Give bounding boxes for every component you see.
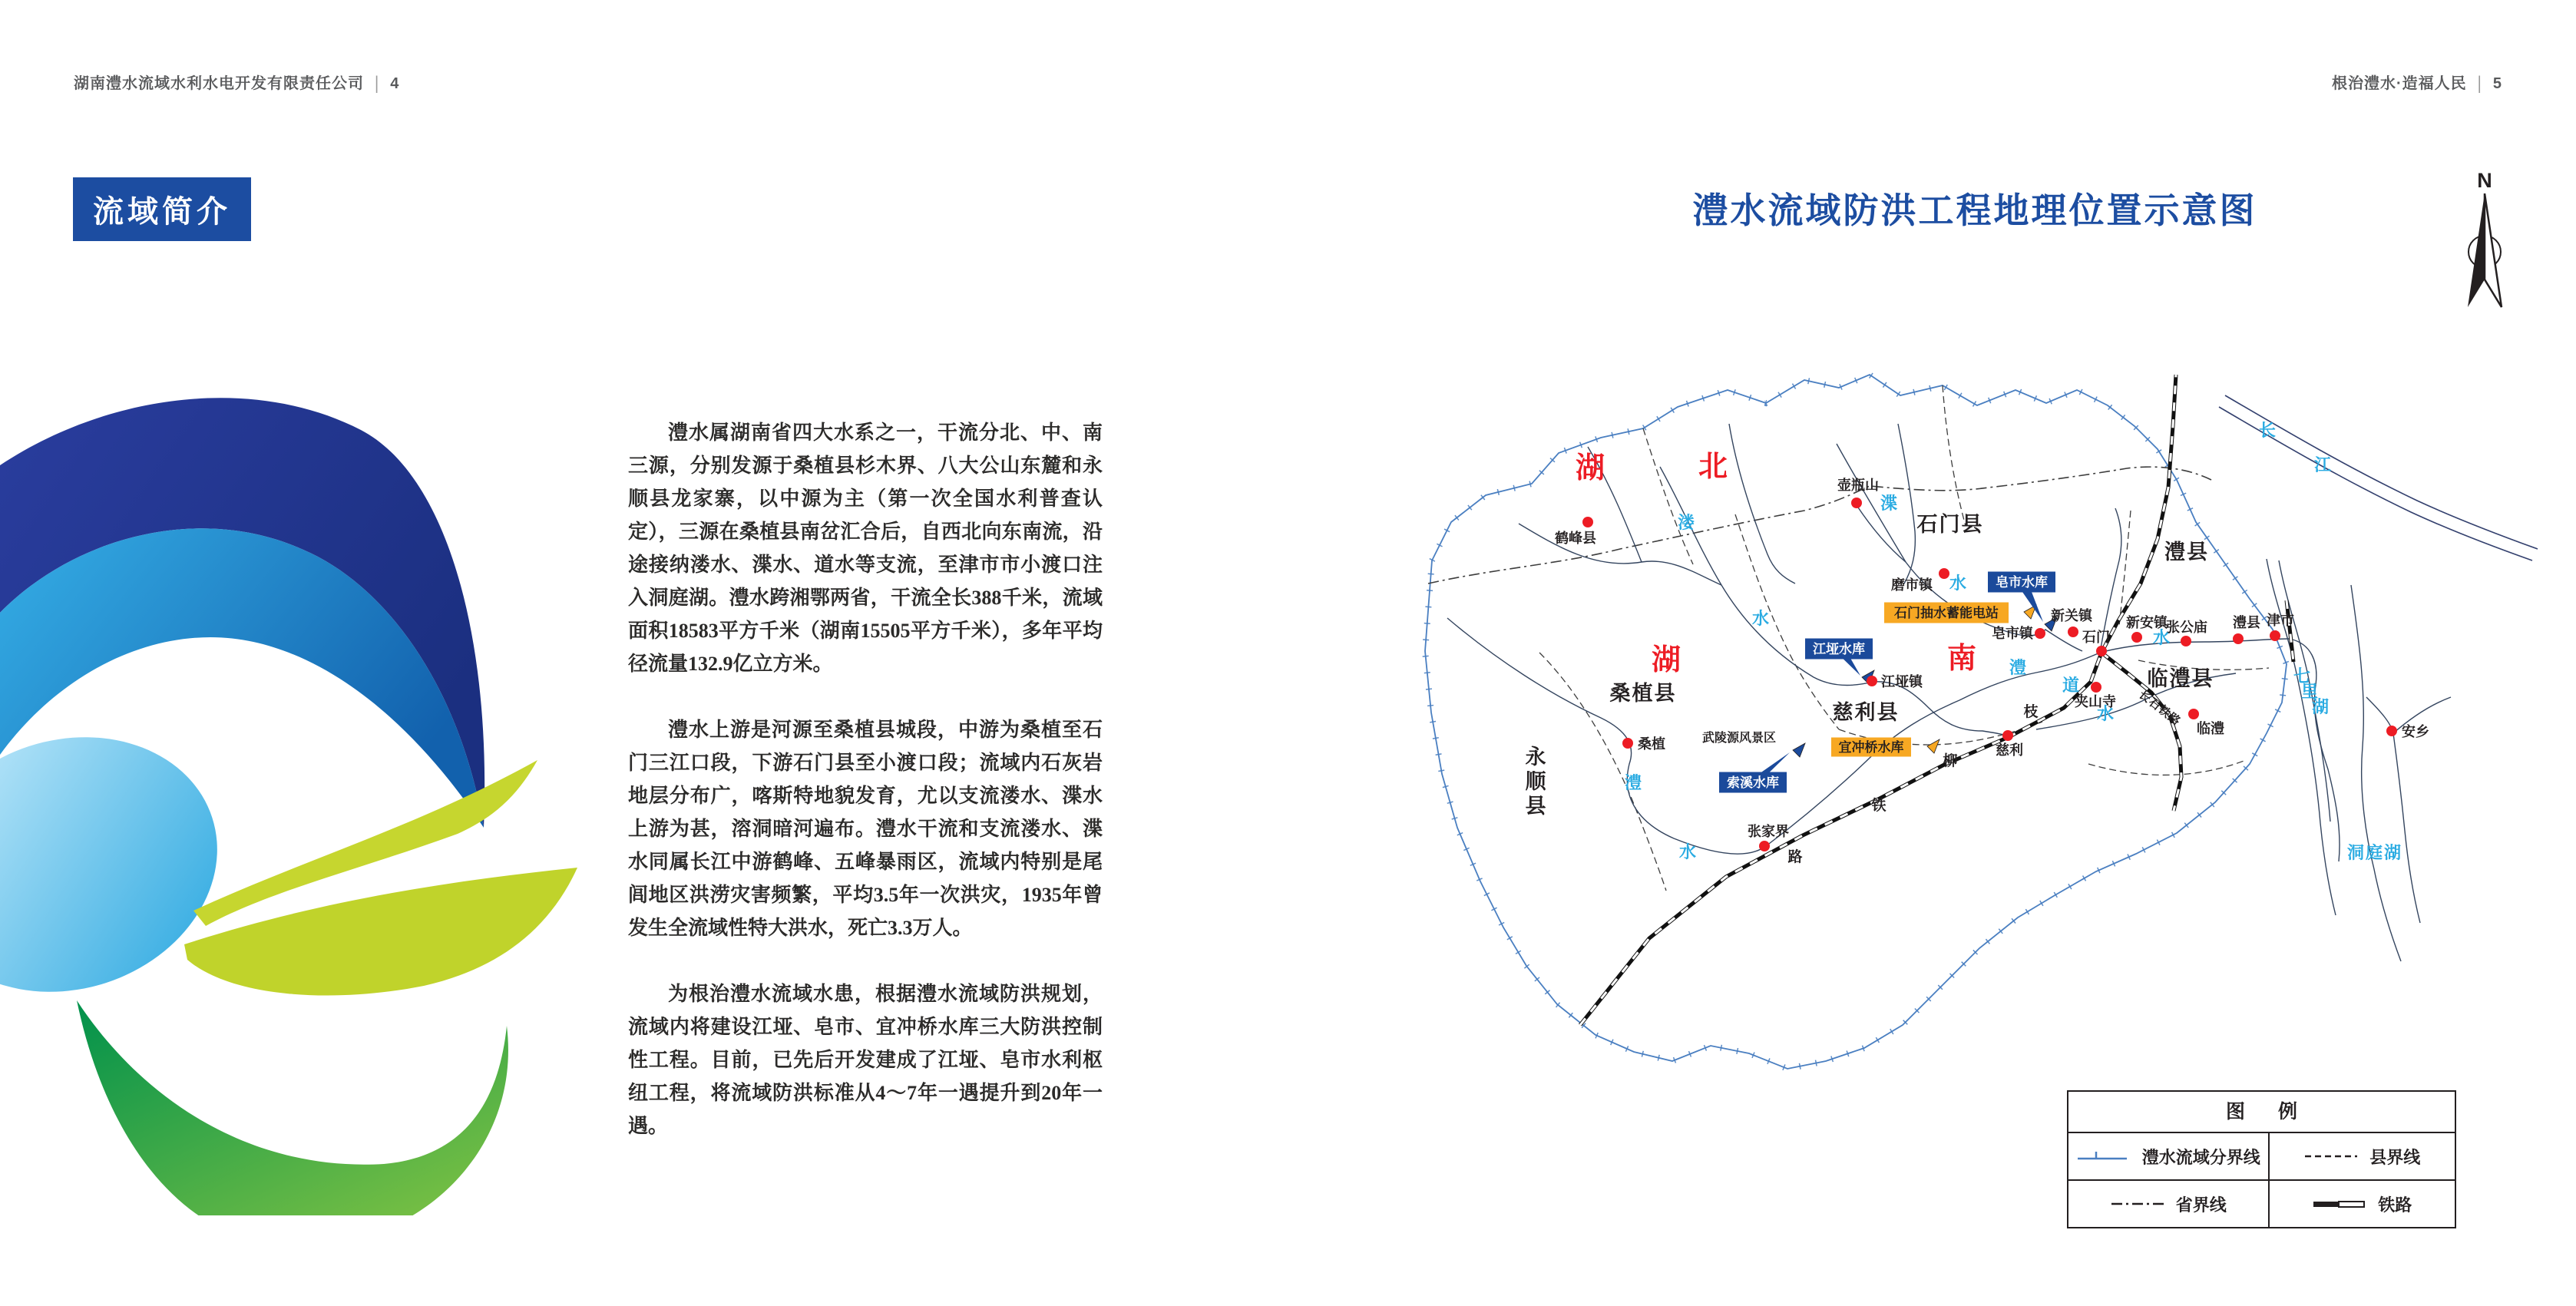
river-label: 水 (2096, 704, 2115, 723)
paragraph-1: 澧水属湖南省四大水系之一，干流分北、中、南三源，分别发源于桑植县杉木界、八大公山东麓和永顺县龙家寨，以中源为主（第一次全国水利普查认定），三源在桑植县南岔汇合后，自西北向东南流，沿途接纳溇水、渫水、道水等支流，至津市市小渡口注入洞庭湖。澧水跨湘鄂两省，干流全长388千米，流域面积18583平方千米（湖南15505平方千米），多年平均径流量132.9亿立方米。 (628, 422, 1103, 675)
company-name: 湖南澧水流域水利水电开发有限责任公司 (74, 75, 364, 92)
town-label: 桑植 (1638, 736, 1665, 752)
town-dot (2091, 682, 2101, 693)
legend-grid (2068, 1133, 2455, 1227)
map-title: 澧水流域防洪工程地理位置示意图 (1692, 190, 2257, 230)
town-label: 夹山寺 (2075, 694, 2116, 709)
province-label: 北 (1698, 451, 1728, 483)
town-label: 新关镇 (2051, 608, 2092, 623)
river-label: 七 (2293, 666, 2311, 686)
body-text (628, 416, 1103, 1175)
page-number-right: 5 (2492, 75, 2502, 92)
river-label: 水 (1949, 574, 1967, 593)
reservoir-label: 石门抽水蓄能电站 (1894, 606, 1999, 620)
slogan: 根治澧水·造福人民 (2332, 75, 2467, 92)
river-label: 澧 (2009, 658, 2027, 677)
legend-item-railway (2270, 1181, 2455, 1227)
town-dot (2096, 646, 2107, 656)
company-logo (0, 367, 584, 1215)
town-label: 津市 (2267, 613, 2294, 628)
river-line (2351, 585, 2401, 961)
river-label: 道 (2062, 676, 2080, 695)
province-label: 湖 (1575, 452, 1605, 484)
paragraph-3: 为根治澧水流域水患，根据澧水流域防洪规划，流域内将建设江垭、皂市、宜冲桥水库三大防洪控制性工程。目前，已先后开发建成了江垭、皂市水利枢纽工程，将流域防洪标准从4～7年一遇提升到20年一遇。 (628, 983, 1103, 1137)
town-label: 张家界 (1748, 824, 1789, 839)
county-line-symbol-icon (2303, 1150, 2359, 1162)
county-label-vertical: 永 (1525, 746, 1546, 769)
river-line (1660, 467, 2008, 736)
town-dot (2233, 633, 2244, 644)
railway-name-label: 长石铁路 (2136, 688, 2184, 729)
town-dot (2131, 632, 2142, 643)
town-label: 临澧 (2197, 721, 2224, 736)
town-label: 皂市镇 (1992, 626, 2033, 641)
county-label-vertical: 顺 (1525, 770, 1546, 793)
legend-label-county: 县界线 (2369, 1147, 2421, 1167)
compass (2460, 170, 2509, 317)
river-label: 里 (2300, 682, 2319, 701)
basin-boundary-symbol-icon (2076, 1150, 2131, 1162)
town-dot (2068, 627, 2078, 637)
railway-name-char: 铁 (1871, 798, 1887, 814)
north-arrow-icon (2460, 190, 2509, 313)
dam-symbol (1793, 743, 1805, 757)
header-right (2332, 71, 2502, 93)
town-dot (2270, 630, 2280, 641)
logo-lightblue-core (0, 699, 250, 1030)
page-number-left: 4 (390, 75, 400, 92)
county-label: 桑植县 (1609, 682, 1677, 705)
town-label: 慈利 (1996, 742, 2023, 758)
compass-north-label: N (2477, 169, 2492, 192)
river-label: 溇 (1677, 513, 1695, 532)
header-left (74, 71, 399, 93)
county-label: 临澧县 (2147, 667, 2214, 690)
lake-label: 洞庭湖 (2346, 843, 2403, 862)
scenic-area-label: 武陵源风景区 (1701, 732, 1777, 745)
reservoir-label: 索溪水库 (1727, 775, 1779, 790)
map-svg (1405, 330, 2557, 1098)
river-label: 江 (2313, 455, 2332, 474)
railway-symbol-icon (2312, 1198, 2367, 1210)
county-boundary-line (1643, 428, 1693, 564)
map-legend (2067, 1090, 2456, 1228)
river-label: 湖 (2311, 697, 2330, 716)
header-separator: | (375, 73, 380, 94)
town-label: 新安镇 (2126, 615, 2168, 630)
legend-item-basin (2068, 1133, 2270, 1181)
town-label: 磨市镇 (1891, 577, 1933, 593)
town-dot (2181, 636, 2191, 646)
province-label: 南 (1946, 643, 1977, 675)
town-label: 张公庙 (2166, 620, 2207, 635)
county-label: 澧县 (2164, 541, 2209, 564)
province-boundary-line (1428, 467, 2211, 584)
section-title: 流域简介 (73, 177, 251, 241)
river-label: 澧 (1624, 773, 1642, 792)
town-dot (1851, 498, 1862, 508)
county-boundary-line (1735, 514, 1839, 729)
railway-name-char: 路 (1787, 849, 1803, 865)
town-label: 鹤峰县 (1555, 531, 1596, 546)
town-dot (1939, 568, 1949, 579)
railway-name-char: 枝 (2023, 704, 2039, 720)
logo-green-crescent (77, 1000, 508, 1215)
county-label: 石门县 (1916, 513, 1984, 536)
town-label: 安乡 (2402, 724, 2429, 739)
header-separator-right: | (2477, 73, 2482, 94)
town-label: 壶瓶山 (1837, 478, 1879, 493)
town-dot (1582, 517, 1593, 527)
town-dot (2035, 628, 2045, 639)
river-label: 渫 (1880, 494, 1898, 513)
legend-title: 图 例 (2068, 1092, 2455, 1133)
basin-map (1405, 330, 2557, 1098)
river-line (1519, 524, 1721, 585)
town-dot (2002, 730, 2013, 741)
town-label: 江垭镇 (1881, 674, 1923, 689)
town-label: 石门 (2082, 630, 2110, 645)
county-boundary-line (2088, 760, 2246, 775)
river-line (1729, 424, 1795, 584)
logo-yellowgreen-crescent (184, 868, 577, 996)
legend-item-county (2270, 1133, 2455, 1181)
county-label: 慈利县 (1832, 701, 1900, 724)
railway-name-char: 柳 (1943, 753, 1958, 769)
town-dot (1867, 676, 1877, 686)
reservoir-label: 宜冲桥水库 (1838, 740, 1904, 755)
province-line-symbol-icon (2110, 1198, 2165, 1210)
legend-item-province (2068, 1181, 2270, 1227)
legend-label-railway: 铁路 (2378, 1195, 2412, 1215)
county-boundary-line (1943, 385, 1966, 526)
province-label: 湖 (1651, 644, 1682, 676)
reservoir-label: 皂市水库 (1996, 575, 2048, 590)
reservoir-label: 江垭水库 (1813, 642, 1865, 656)
town-dot (2386, 726, 2397, 736)
town-dot (1759, 841, 1770, 851)
river-line (1898, 424, 1915, 584)
dam-symbol (1927, 739, 1939, 753)
town-dot (2188, 709, 2199, 719)
river-label: 水 (1678, 842, 1697, 861)
legend-label-province: 省界线 (2175, 1195, 2227, 1215)
yangtze-river-line (2225, 395, 2538, 549)
river-label: 水 (1751, 609, 1770, 628)
town-dot (1622, 738, 1633, 749)
legend-label-basin: 澧水流域分界线 (2141, 1147, 2260, 1167)
river-label: 水 (2152, 628, 2171, 647)
paragraph-2: 澧水上游是河源至桑植县城段，中游为桑植至石门三江口段，下游石门县至小渡口段；流域内石灰岩地层分布广，喀斯特地貌发育，尤以支流溇水、渫水上游为甚，溶洞暗河遍布。澧水干流和支流溇水、渫水同属长江中游鹤峰、五峰暴雨区，流域内特别是尾闾地区洪涝灾害频繁，平均3.5年一次洪灾，1935年曾发生全流域性特大洪水，死亡3.3万人。 (628, 719, 1103, 939)
river-line (1857, 505, 1906, 562)
river-label: 长 (2258, 421, 2277, 440)
county-label-vertical: 县 (1525, 795, 1546, 818)
town-label: 澧县 (2233, 615, 2260, 630)
